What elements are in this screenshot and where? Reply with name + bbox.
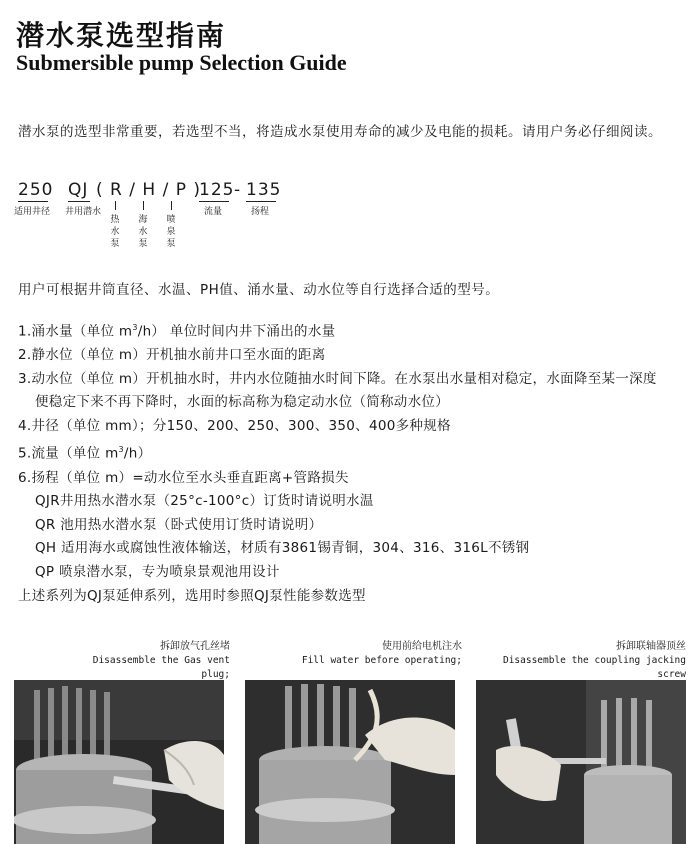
model-series-label: 井用潜水: [65, 207, 102, 217]
variant-p-label: 喷泉泵: [166, 215, 176, 249]
list-item: 6.扬程（单位 m）=动水位至水头垂直距离+管路损失: [18, 469, 349, 486]
variant-r-label: 热水泵: [110, 215, 120, 249]
list-item: 1.涌水量（单位 $m^3/h$） 单位时间内井下涌出的水量: [18, 323, 336, 340]
model-series: QJ: [68, 180, 89, 200]
advice-paragraph: 用户可根据井筒直径、水温、PH值、涌水量、动水位等自行选择合适的型号。: [18, 282, 500, 298]
list-item: 4.井径（单位 mm）；分150、200、250、300、350、400多种规格: [18, 417, 451, 434]
list-item: QH 适用海水或腐蚀性液体输送，材质有3861锡青铜，304、316、316L不锈钢: [35, 540, 530, 557]
list-item: 2.静水位（单位 m）开机抽水前井口至水面的距离: [18, 347, 326, 364]
model-flow-label: 流量: [204, 207, 223, 217]
model-flow: 125: [199, 180, 235, 200]
photo-caption: 拆卸放气孔丝堵 Disassemble the Gas vent plug;: [92, 641, 230, 680]
list-item: 3.动水位（单位 m）开机抽水时，井内水位随抽水时间下降。在水泵出水量相对稳定，水面降至某一深度: [18, 370, 657, 387]
photo-coupling-screw: [476, 680, 686, 844]
model-diameter-label: 适用井径: [14, 207, 51, 217]
model-dash: -: [234, 180, 242, 200]
list-item: QP 喷泉潜水泵，专为喷泉景观池用设计: [35, 563, 280, 580]
photo-fill-water: [245, 680, 455, 844]
model-variants: ( R / H / P ): [96, 180, 201, 200]
model-diameter: 250: [18, 180, 54, 200]
underline: [199, 201, 229, 202]
underline: [246, 201, 276, 202]
page-title-en: Submersible pump Selection Guide: [16, 50, 347, 75]
page-title-zh: 潜水泵选型指南: [16, 19, 227, 52]
photo-caption: 使用前给电机注水 Fill water before operating;: [301, 641, 462, 666]
underline: [18, 201, 48, 202]
list-item: QJR井用热水潜水泵（25°c-100°c）订货时请说明水温: [35, 493, 374, 510]
intro-paragraph: 潜水泵的选型非常重要，若选型不当，将造成水泵使用寿命的减少及电能的损耗。请用户务必仔细阅读。: [18, 124, 662, 140]
list-item: QR 池用热水潜水泵（卧式使用订货时请说明）: [35, 516, 323, 533]
tick: [171, 201, 172, 210]
spec-list: [18, 316, 678, 608]
underline: [68, 201, 90, 202]
model-code-diagram: [14, 180, 318, 260]
photo-gas-vent-plug: [14, 680, 224, 844]
list-item: 5.流量（单位 $m^3/h$）: [18, 445, 152, 462]
photo-caption: 拆卸联轴器顶丝 Disassemble the coupling jacking screw: [502, 641, 686, 680]
variant-h-label: 海水泵: [138, 215, 148, 249]
list-item: 上述系列为QJ泵延伸系列，选用时参照QJ泵性能参数选型: [18, 587, 366, 604]
model-head-label: 扬程: [251, 207, 270, 217]
list-item: 便稳定下来不再下降时，水面的标高称为稳定动水位（简称动水位）: [35, 394, 449, 411]
model-head: 135: [246, 180, 282, 200]
tick: [143, 201, 144, 210]
tick: [115, 201, 116, 210]
